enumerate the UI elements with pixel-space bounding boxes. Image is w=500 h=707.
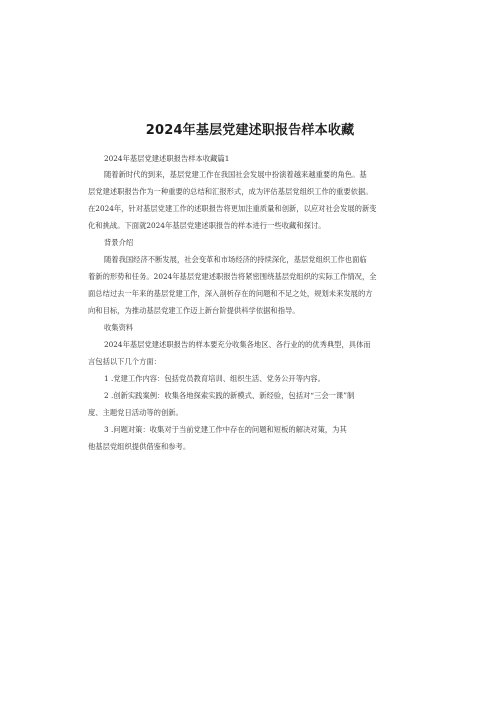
list-item-continuation: 他基层党组织提供借鉴和参考。 [88,442,191,451]
list-item-continuation: 度、主题党日活动等的创新。 [88,408,183,417]
paragraph-line: 化和挑战。下面就2024年基层党建述职报告的样本进行一些收藏和探讨。 [88,221,326,230]
paragraph-line: 层党建述职报告作为一种重要的总结和汇报形式，成为评估基层党组织工作的重要依据。 [88,187,373,196]
section-heading: 背景介绍 [104,238,134,247]
paragraph-line: 随着新时代的到来，基层党建工作在我国社会发展中扮演着越来越重要的角色。基 [104,170,367,179]
paragraph-line: 在2024年，针对基层党建工作的述职报告将更加注重质量和创新，以应对社会发展的新变 [88,204,377,213]
paragraph-line: 着新的形势和任务。2024年基层党建述职报告将紧密围绕基层党组织的实际工作情况，全 [88,272,377,281]
paragraph-line: 言包括以下几个方面： [88,357,161,366]
paragraph-line: 随着我国经济不断发展，社会变革和市场经济的持续深化，基层党组织工作也面临 [104,255,367,264]
paragraph-line: 向和目标，为推动基层党建工作迈上新台阶提供科学依据和指导。 [88,306,300,315]
list-item: 3 .问题对策：收集对于当前党建工作中存在的问题和短板的解决对策，为其 [104,425,347,434]
paragraph-line: 面总结过去一年来的基层党建工作，深入剖析存在的问题和不足之处，规划未来发展的方 [88,289,373,298]
document-title: 2024年基层党建述职报告样本收藏 [145,123,355,138]
paragraph-line: 2024年基层党建述职报告的样本要充分收集各地区、各行业的的优秀典型，具体而 [104,340,371,349]
subtitle-line: 2024年基层党建述职报告样本收藏篇1 [104,154,230,163]
list-item: 2 .创新实践案例：收集各地探索实践的新模式、新经验，包括对“三会一课”制 [104,391,355,400]
section-heading: 收集资料 [104,323,134,332]
list-item: 1 .党建工作内容：包括党员教育培训、组织生活、党务公开等内容。 [104,374,325,383]
